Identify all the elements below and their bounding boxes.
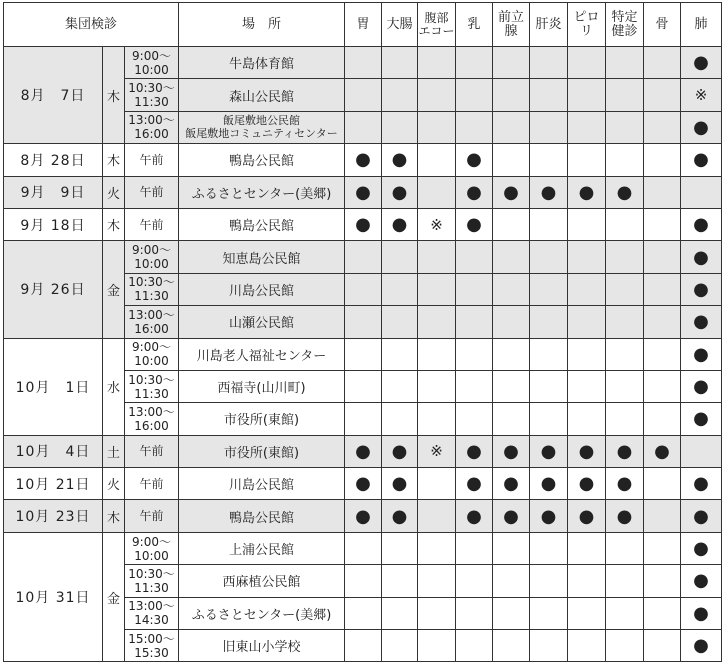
exam-mark-cell	[644, 273, 681, 305]
exam-mark-cell	[644, 144, 681, 176]
exam-mark-cell: ●	[568, 176, 606, 208]
exam-mark-cell	[382, 532, 418, 564]
time-cell: 10:30～ 11:30	[125, 273, 179, 305]
exam-mark-cell	[568, 403, 606, 435]
exam-mark-cell: ●	[681, 111, 722, 143]
exam-mark-cell	[382, 47, 418, 79]
header-stomach: 胃	[345, 3, 382, 47]
exam-mark-cell	[644, 500, 681, 532]
exam-mark-cell	[530, 47, 568, 79]
exam-mark-cell: ●	[493, 468, 530, 500]
table-row	[4, 468, 722, 500]
exam-mark-cell	[493, 273, 530, 305]
exam-mark-cell	[456, 79, 493, 111]
date-cell: 10月 23日	[4, 500, 103, 532]
exam-mark-cell	[382, 630, 418, 662]
exam-mark-cell	[568, 370, 606, 402]
exam-mark-cell	[418, 565, 456, 597]
exam-mark-cell	[382, 306, 418, 338]
exam-mark-cell	[530, 630, 568, 662]
exam-mark-cell	[606, 241, 644, 273]
exam-mark-cell	[345, 241, 382, 273]
exam-mark-cell	[568, 597, 606, 629]
exam-mark-cell	[456, 403, 493, 435]
exam-mark-cell	[644, 370, 681, 402]
exam-mark-cell	[418, 176, 456, 208]
exam-mark-cell: ●	[345, 144, 382, 176]
exam-mark-cell	[382, 403, 418, 435]
weekday-cell: 木	[103, 208, 125, 240]
exam-mark-cell	[493, 144, 530, 176]
header-prostate: 前立腺	[493, 3, 530, 47]
exam-mark-cell	[606, 597, 644, 629]
place-cell: 森山公民館	[179, 79, 345, 111]
exam-mark-cell	[530, 565, 568, 597]
exam-mark-cell: ※	[681, 79, 722, 111]
exam-mark-cell: ●	[456, 144, 493, 176]
header-bone: 骨	[644, 3, 681, 47]
weekday-cell: 土	[103, 435, 125, 467]
exam-mark-cell	[568, 306, 606, 338]
exam-mark-cell: ●	[606, 435, 644, 467]
exam-mark-cell	[493, 111, 530, 143]
place-cell: 上浦公民館	[179, 532, 345, 564]
exam-mark-cell	[382, 79, 418, 111]
exam-mark-cell	[530, 111, 568, 143]
exam-mark-cell	[418, 306, 456, 338]
exam-mark-cell	[418, 241, 456, 273]
table-row	[4, 144, 722, 176]
table-row	[4, 47, 722, 79]
exam-mark-cell	[345, 47, 382, 79]
header-abdominal-echo: 腹部 エコー	[418, 3, 456, 47]
exam-mark-cell: ●	[530, 435, 568, 467]
place-cell: ふるさとセンター(美郷)	[179, 176, 345, 208]
header-place: 場 所	[179, 3, 345, 47]
place-cell: ふるさとセンター(美郷)	[179, 597, 345, 629]
exam-mark-cell: ●	[606, 500, 644, 532]
date-cell: 10月 31日	[4, 532, 103, 662]
time-cell: 13:00～ 16:00	[125, 403, 179, 435]
exam-mark-cell: ●	[493, 176, 530, 208]
time-cell: 午前	[125, 176, 179, 208]
place-cell: 川島老人福祉センター	[179, 338, 345, 370]
exam-mark-cell	[530, 241, 568, 273]
exam-mark-cell	[345, 79, 382, 111]
exam-mark-cell	[418, 79, 456, 111]
exam-mark-cell	[568, 241, 606, 273]
exam-mark-cell	[345, 273, 382, 305]
exam-mark-cell	[568, 208, 606, 240]
exam-mark-cell: ●	[345, 435, 382, 467]
exam-mark-cell	[456, 597, 493, 629]
exam-mark-cell	[644, 208, 681, 240]
exam-mark-cell	[644, 565, 681, 597]
exam-mark-cell: ●	[568, 435, 606, 467]
header-breast: 乳	[456, 3, 493, 47]
exam-mark-cell	[644, 403, 681, 435]
exam-mark-cell: ●	[681, 273, 722, 305]
time-cell: 午前	[125, 144, 179, 176]
exam-mark-cell: ●	[456, 176, 493, 208]
exam-mark-cell	[345, 565, 382, 597]
weekday-cell: 木	[103, 144, 125, 176]
exam-mark-cell: ※	[418, 435, 456, 467]
exam-mark-cell: ●	[345, 176, 382, 208]
exam-mark-cell: ●	[681, 597, 722, 629]
exam-mark-cell: ●	[568, 500, 606, 532]
exam-mark-cell: ●	[493, 500, 530, 532]
place-cell: 川島公民館	[179, 468, 345, 500]
weekday-cell: 火	[103, 468, 125, 500]
exam-mark-cell	[418, 370, 456, 402]
exam-mark-cell	[456, 565, 493, 597]
schedule-table	[3, 2, 722, 662]
place-cell: 山瀬公民館	[179, 306, 345, 338]
place-cell: 市役所(東館)	[179, 435, 345, 467]
header-specific-checkup: 特定 健診	[606, 3, 644, 47]
exam-mark-cell: ●	[530, 500, 568, 532]
exam-mark-cell	[568, 273, 606, 305]
exam-mark-cell	[345, 338, 382, 370]
table-row	[4, 435, 722, 467]
place-cell: 鴨島公民館	[179, 208, 345, 240]
time-cell: 午前	[125, 500, 179, 532]
exam-mark-cell	[493, 532, 530, 564]
exam-mark-cell	[530, 597, 568, 629]
exam-mark-cell	[568, 79, 606, 111]
date-cell: 9月 9日	[4, 176, 103, 208]
exam-mark-cell	[345, 532, 382, 564]
exam-mark-cell	[644, 630, 681, 662]
time-cell: 13:00～ 16:00	[125, 306, 179, 338]
exam-mark-cell: ●	[681, 47, 722, 79]
exam-mark-cell: ●	[456, 468, 493, 500]
exam-mark-cell	[493, 79, 530, 111]
exam-mark-cell	[456, 306, 493, 338]
exam-mark-cell	[418, 532, 456, 564]
time-cell: 午前	[125, 208, 179, 240]
place-cell: 西福寺(山川町)	[179, 370, 345, 402]
exam-mark-cell	[493, 208, 530, 240]
exam-mark-cell	[644, 306, 681, 338]
header-lung: 肺	[681, 3, 722, 47]
weekday-cell: 水	[103, 338, 125, 435]
exam-mark-cell: ●	[681, 532, 722, 564]
date-cell: 8月 28日	[4, 144, 103, 176]
exam-mark-cell	[456, 241, 493, 273]
exam-mark-cell	[568, 338, 606, 370]
exam-mark-cell: ●	[382, 468, 418, 500]
time-cell: 午前	[125, 468, 179, 500]
exam-mark-cell	[418, 500, 456, 532]
exam-mark-cell	[644, 111, 681, 143]
place-cell: 市役所(東館)	[179, 403, 345, 435]
exam-mark-cell: ●	[681, 338, 722, 370]
weekday-cell: 金	[103, 241, 125, 338]
date-cell: 10月 1日	[4, 338, 103, 435]
exam-mark-cell	[418, 47, 456, 79]
time-cell: 10:30～ 11:30	[125, 565, 179, 597]
exam-mark-cell	[345, 370, 382, 402]
table-row	[4, 500, 722, 532]
date-cell: 10月 21日	[4, 468, 103, 500]
exam-mark-cell	[418, 111, 456, 143]
exam-mark-cell	[418, 630, 456, 662]
exam-mark-cell: ●	[681, 370, 722, 402]
exam-mark-cell: ●	[345, 500, 382, 532]
table-row	[4, 338, 722, 370]
exam-mark-cell	[345, 630, 382, 662]
exam-mark-cell	[456, 273, 493, 305]
exam-mark-cell: ●	[382, 144, 418, 176]
exam-mark-cell	[382, 370, 418, 402]
exam-mark-cell	[606, 370, 644, 402]
exam-mark-cell	[382, 273, 418, 305]
exam-mark-cell	[606, 306, 644, 338]
exam-mark-cell	[568, 565, 606, 597]
exam-mark-cell	[681, 176, 722, 208]
exam-mark-cell	[345, 111, 382, 143]
exam-mark-cell	[493, 241, 530, 273]
exam-mark-cell: ●	[382, 500, 418, 532]
exam-mark-cell	[418, 403, 456, 435]
exam-mark-cell	[382, 241, 418, 273]
exam-mark-cell: ●	[681, 630, 722, 662]
exam-mark-cell	[493, 306, 530, 338]
exam-mark-cell: ●	[681, 403, 722, 435]
exam-mark-cell	[530, 338, 568, 370]
exam-mark-cell	[418, 144, 456, 176]
exam-mark-cell	[606, 565, 644, 597]
weekday-cell: 金	[103, 532, 125, 662]
exam-mark-cell	[493, 47, 530, 79]
exam-mark-cell	[493, 565, 530, 597]
exam-mark-cell: ●	[606, 468, 644, 500]
exam-mark-cell: ●	[382, 208, 418, 240]
time-cell: 10:30～ 11:30	[125, 370, 179, 402]
exam-mark-cell	[606, 208, 644, 240]
weekday-cell: 火	[103, 176, 125, 208]
exam-mark-cell	[493, 630, 530, 662]
time-cell: 13:00～ 16:00	[125, 111, 179, 143]
exam-mark-cell: ●	[456, 208, 493, 240]
header-pylori: ピロリ	[568, 3, 606, 47]
exam-mark-cell	[530, 144, 568, 176]
exam-mark-cell	[530, 306, 568, 338]
exam-mark-cell	[530, 273, 568, 305]
exam-mark-cell: ●	[345, 208, 382, 240]
exam-mark-cell: ●	[382, 176, 418, 208]
exam-mark-cell	[530, 370, 568, 402]
place-cell: 鴨島公民館	[179, 500, 345, 532]
exam-mark-cell	[606, 144, 644, 176]
exam-mark-cell: ●	[530, 176, 568, 208]
exam-mark-cell	[456, 47, 493, 79]
exam-mark-cell: ●	[493, 435, 530, 467]
exam-mark-cell	[382, 597, 418, 629]
exam-mark-cell	[606, 532, 644, 564]
exam-mark-cell	[606, 111, 644, 143]
exam-mark-cell	[644, 468, 681, 500]
date-cell: 9月 18日	[4, 208, 103, 240]
time-cell: 午前	[125, 435, 179, 467]
table-row	[4, 241, 722, 273]
exam-mark-cell	[456, 630, 493, 662]
date-cell: 10月 4日	[4, 435, 103, 467]
exam-mark-cell	[493, 370, 530, 402]
place-cell: 川島公民館	[179, 273, 345, 305]
schedule-body	[4, 47, 722, 662]
time-cell: 13:00～ 14:30	[125, 597, 179, 629]
exam-mark-cell: ●	[681, 208, 722, 240]
header-group: 集団検診	[4, 3, 179, 47]
exam-mark-cell	[530, 79, 568, 111]
exam-mark-cell	[456, 532, 493, 564]
exam-mark-cell	[530, 208, 568, 240]
exam-mark-cell	[568, 630, 606, 662]
exam-mark-cell: ●	[681, 468, 722, 500]
exam-mark-cell: ●	[456, 435, 493, 467]
exam-mark-cell: ●	[681, 565, 722, 597]
exam-mark-cell	[606, 47, 644, 79]
time-cell: 9:00～ 10:00	[125, 47, 179, 79]
exam-mark-cell	[644, 47, 681, 79]
place-cell: 旧東山小学校	[179, 630, 345, 662]
exam-mark-cell	[456, 370, 493, 402]
header-colon: 大腸	[382, 3, 418, 47]
exam-mark-cell	[568, 144, 606, 176]
exam-mark-cell	[493, 597, 530, 629]
exam-mark-cell: ●	[530, 468, 568, 500]
exam-mark-cell	[568, 111, 606, 143]
exam-mark-cell	[382, 338, 418, 370]
exam-mark-cell	[493, 403, 530, 435]
exam-mark-cell	[418, 338, 456, 370]
exam-mark-cell: ※	[418, 208, 456, 240]
exam-mark-cell	[644, 176, 681, 208]
exam-mark-cell: ●	[644, 435, 681, 467]
header-hepatitis: 肝炎	[530, 3, 568, 47]
exam-mark-cell: ●	[681, 144, 722, 176]
exam-mark-cell	[345, 403, 382, 435]
exam-mark-cell	[644, 338, 681, 370]
exam-mark-cell	[345, 597, 382, 629]
weekday-cell: 木	[103, 500, 125, 532]
exam-mark-cell	[644, 241, 681, 273]
exam-mark-cell	[644, 532, 681, 564]
exam-mark-cell	[568, 532, 606, 564]
exam-mark-cell	[530, 403, 568, 435]
exam-mark-cell	[418, 273, 456, 305]
header-row	[4, 3, 722, 47]
exam-mark-cell	[493, 338, 530, 370]
exam-mark-cell	[681, 435, 722, 467]
exam-mark-cell: ●	[456, 500, 493, 532]
exam-mark-cell: ●	[681, 500, 722, 532]
table-row	[4, 532, 722, 564]
exam-mark-cell	[606, 79, 644, 111]
place-cell: 鴨島公民館	[179, 144, 345, 176]
exam-mark-cell	[606, 630, 644, 662]
exam-mark-cell	[644, 597, 681, 629]
table-row	[4, 208, 722, 240]
exam-mark-cell	[530, 532, 568, 564]
time-cell: 9:00～ 10:00	[125, 532, 179, 564]
place-cell: 牛島体育館	[179, 47, 345, 79]
place-cell: 西麻植公民館	[179, 565, 345, 597]
exam-mark-cell	[418, 597, 456, 629]
time-cell: 15:00～ 15:30	[125, 630, 179, 662]
exam-mark-cell	[456, 338, 493, 370]
table-row	[4, 176, 722, 208]
exam-mark-cell: ●	[681, 306, 722, 338]
exam-mark-cell: ●	[606, 176, 644, 208]
weekday-cell: 木	[103, 47, 125, 144]
exam-mark-cell	[606, 403, 644, 435]
time-cell: 10:30～ 11:30	[125, 79, 179, 111]
exam-mark-cell	[382, 111, 418, 143]
time-cell: 9:00～ 10:00	[125, 338, 179, 370]
date-cell: 8月 7日	[4, 47, 103, 144]
place-cell: 飯尾敷地公民館 飯尾敷地コミュニティセンター	[179, 111, 345, 143]
time-cell: 9:00～ 10:00	[125, 241, 179, 273]
exam-mark-cell: ●	[382, 435, 418, 467]
exam-mark-cell	[345, 306, 382, 338]
exam-mark-cell: ●	[345, 468, 382, 500]
exam-mark-cell	[644, 79, 681, 111]
exam-mark-cell: ●	[681, 241, 722, 273]
exam-mark-cell	[606, 338, 644, 370]
exam-mark-cell: ●	[568, 468, 606, 500]
date-cell: 9月 26日	[4, 241, 103, 338]
place-cell: 知恵島公民館	[179, 241, 345, 273]
exam-mark-cell	[382, 565, 418, 597]
exam-mark-cell	[418, 468, 456, 500]
exam-mark-cell	[568, 47, 606, 79]
exam-mark-cell	[456, 111, 493, 143]
exam-mark-cell	[606, 273, 644, 305]
